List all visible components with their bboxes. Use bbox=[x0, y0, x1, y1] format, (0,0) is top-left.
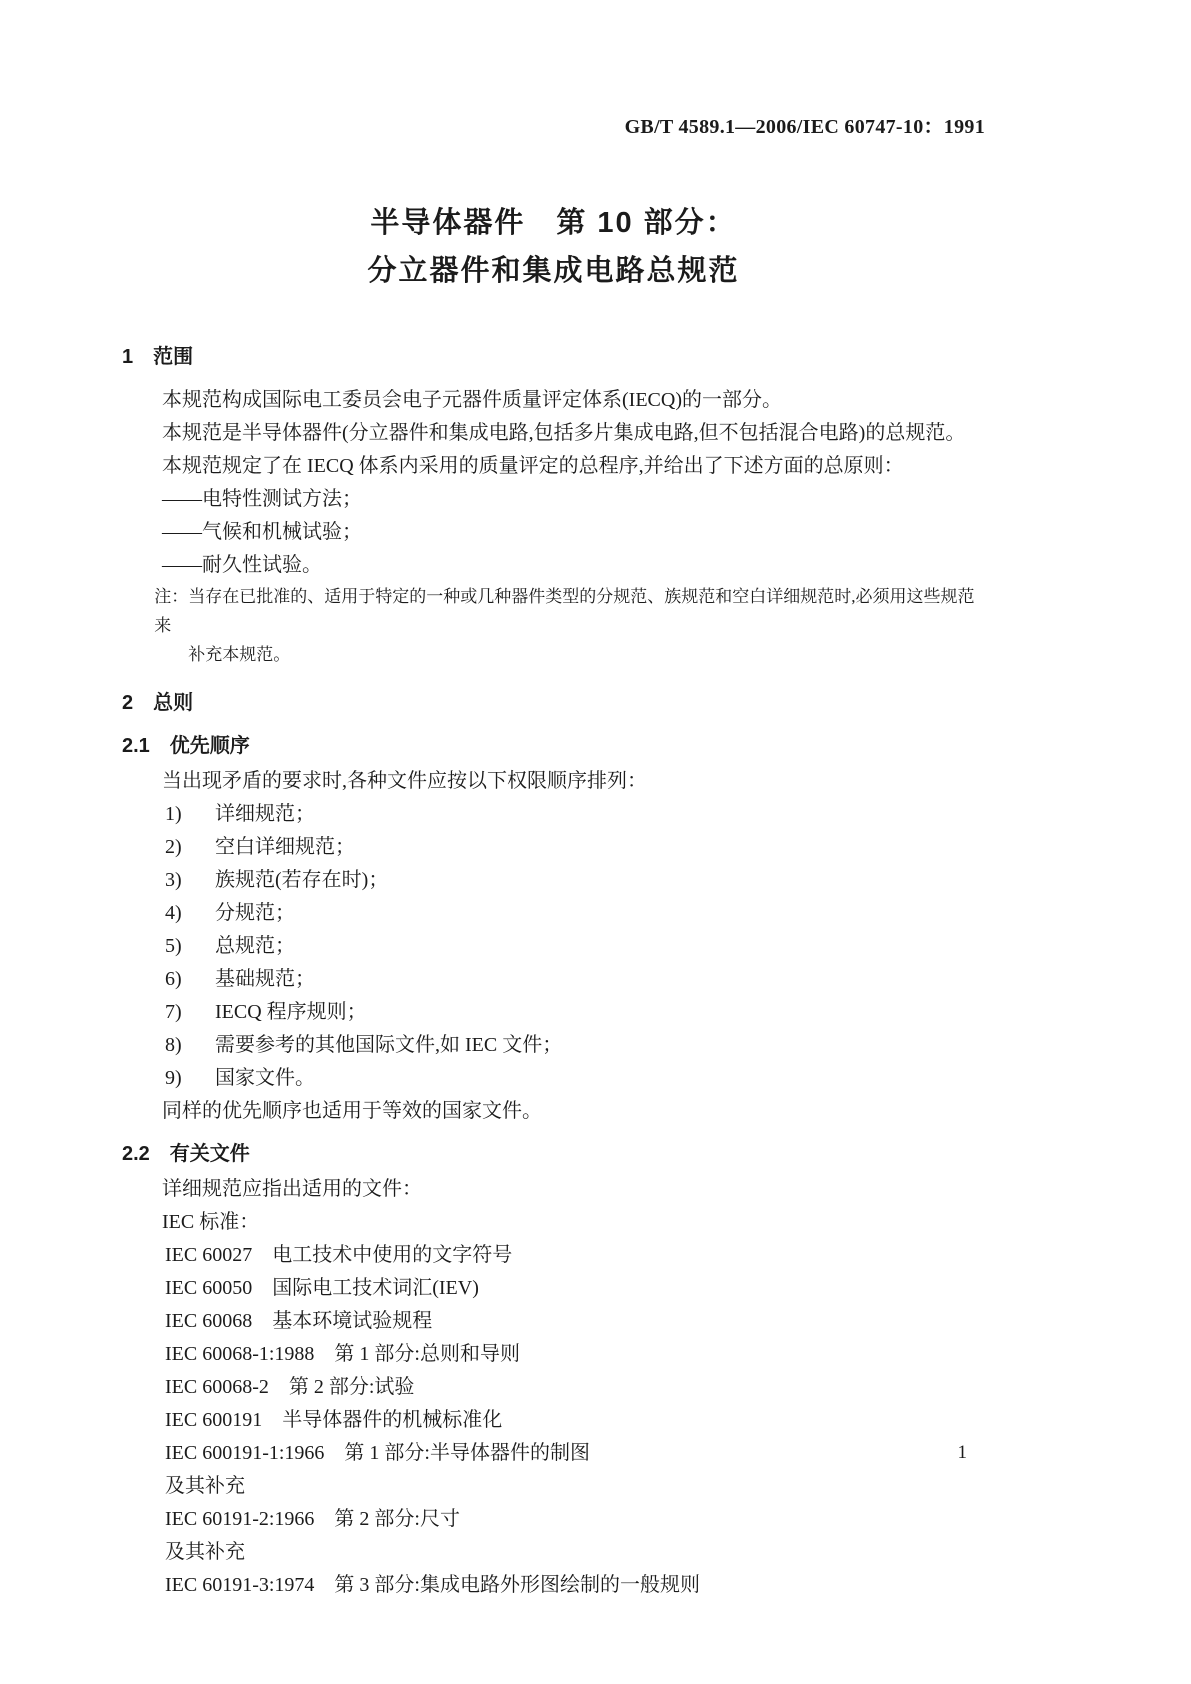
page-number: 1 bbox=[957, 1442, 967, 1463]
priority-item-num: 7) bbox=[165, 1001, 182, 1023]
section-2-2-heading: 2.2 有关文件 bbox=[122, 1143, 250, 1165]
priority-item bbox=[122, 897, 985, 930]
section-1-para-1: 本规范构成国际电工委员会电子元器件质量评定体系(IECQ)的一部分。 bbox=[162, 389, 782, 411]
priority-item-num: 1) bbox=[165, 803, 182, 825]
priority-item-text: 总规范； bbox=[215, 935, 295, 957]
priority-item bbox=[122, 798, 985, 831]
priority-item bbox=[122, 864, 985, 897]
iec-ref-supplement: 及其补充 bbox=[165, 1541, 245, 1563]
priority-item-text: IECQ 程序规则； bbox=[215, 1001, 367, 1023]
iec-ref: IEC 600191 半导体器件的机械标准化 bbox=[165, 1409, 503, 1431]
iec-ref: IEC 60068-1:1988 第 1 部分:总则和导则 bbox=[165, 1343, 520, 1365]
iec-ref: IEC 60027 电工技术中使用的文字符号 bbox=[165, 1244, 513, 1266]
priority-item-text: 基础规范； bbox=[215, 968, 315, 990]
priority-item-text: 国家文件。 bbox=[215, 1067, 315, 1089]
document-body bbox=[122, 341, 985, 1602]
priority-item-text: 族规范(若存在时)； bbox=[215, 869, 389, 891]
doc-title-line-2: 分立器件和集成电路总规范 bbox=[367, 255, 740, 287]
priority-item bbox=[122, 930, 985, 963]
priority-intro: 当出现矛盾的要求时,各种文件应按以下权限顺序排列： bbox=[162, 770, 647, 792]
document-page bbox=[122, 0, 985, 1602]
iec-ref: IEC 60191-2:1966 第 2 部分:尺寸 bbox=[165, 1508, 460, 1530]
iec-ref-supplement: 及其补充 bbox=[165, 1475, 245, 1497]
priority-item bbox=[122, 1062, 985, 1095]
iec-ref: IEC 60050 国际电工技术词汇(IEV) bbox=[165, 1277, 479, 1299]
priority-item-text: 详细规范； bbox=[215, 803, 315, 825]
iec-ref: IEC 60191-3:1974 第 3 部分:集成电路外形图绘制的一般规则 bbox=[165, 1574, 700, 1596]
doc-title-line-1: 半导体器件 第 10 部分： bbox=[370, 207, 737, 239]
iec-standards-label: IEC 标准： bbox=[162, 1211, 260, 1233]
priority-item-num: 2) bbox=[165, 836, 182, 858]
iec-ref: IEC 60068-2 第 2 部分:试验 bbox=[165, 1376, 415, 1398]
section-1-para-3: 本规范规定了在 IECQ 体系内采用的质量评定的总程序,并给出了下述方面的总原则： bbox=[162, 455, 904, 477]
doc-number: GB/T 4589.1—2006/IEC 60747-10：1991 bbox=[624, 116, 985, 138]
note-line-2: 补充本规范。 bbox=[188, 645, 291, 664]
section-1-para-2: 本规范是半导体器件(分立器件和集成电路,包括多片集成电路,但不包括混合电路)的总规范。 bbox=[162, 422, 966, 444]
priority-item bbox=[122, 1029, 985, 1062]
note-block bbox=[122, 582, 985, 669]
priority-item bbox=[122, 996, 985, 1029]
dash-item-1: ——电特性测试方法； bbox=[162, 488, 362, 510]
related-docs-intro: 详细规范应指出适用的文件： bbox=[162, 1178, 422, 1200]
section-2-heading: 2 总则 bbox=[122, 692, 194, 714]
section-2-1-heading: 2.1 优先顺序 bbox=[122, 735, 250, 757]
priority-item-num: 5) bbox=[165, 935, 182, 957]
doc-title bbox=[122, 199, 985, 295]
priority-item-num: 6) bbox=[165, 968, 182, 990]
priority-item bbox=[122, 831, 985, 864]
dash-item-2: ——气候和机械试验； bbox=[162, 521, 362, 543]
priority-item-num: 3) bbox=[165, 869, 182, 891]
iec-ref: IEC 60068 基本环境试验规程 bbox=[165, 1310, 433, 1332]
dash-item-3: ——耐久性试验。 bbox=[162, 554, 322, 576]
priority-item-num: 4) bbox=[165, 902, 182, 924]
priority-outro: 同样的优先顺序也适用于等效的国家文件。 bbox=[162, 1100, 542, 1122]
priority-item bbox=[122, 963, 985, 996]
priority-item-num: 8) bbox=[165, 1034, 182, 1056]
priority-item-text: 空白详细规范； bbox=[215, 836, 355, 858]
iec-ref: IEC 600191-1:1966 第 1 部分:半导体器件的制图 bbox=[165, 1442, 590, 1464]
priority-item-num: 9) bbox=[165, 1067, 182, 1089]
note-line-1: 注：当存在已批准的、适用于特定的一种或几种器件类型的分规范、族规范和空白详细规范时,必须用这些规范来 bbox=[154, 587, 975, 635]
priority-item-text: 分规范； bbox=[215, 902, 295, 924]
section-1-heading: 1 范围 bbox=[122, 346, 194, 368]
priority-item-text: 需要参考的其他国际文件,如 IEC 文件； bbox=[215, 1034, 563, 1056]
